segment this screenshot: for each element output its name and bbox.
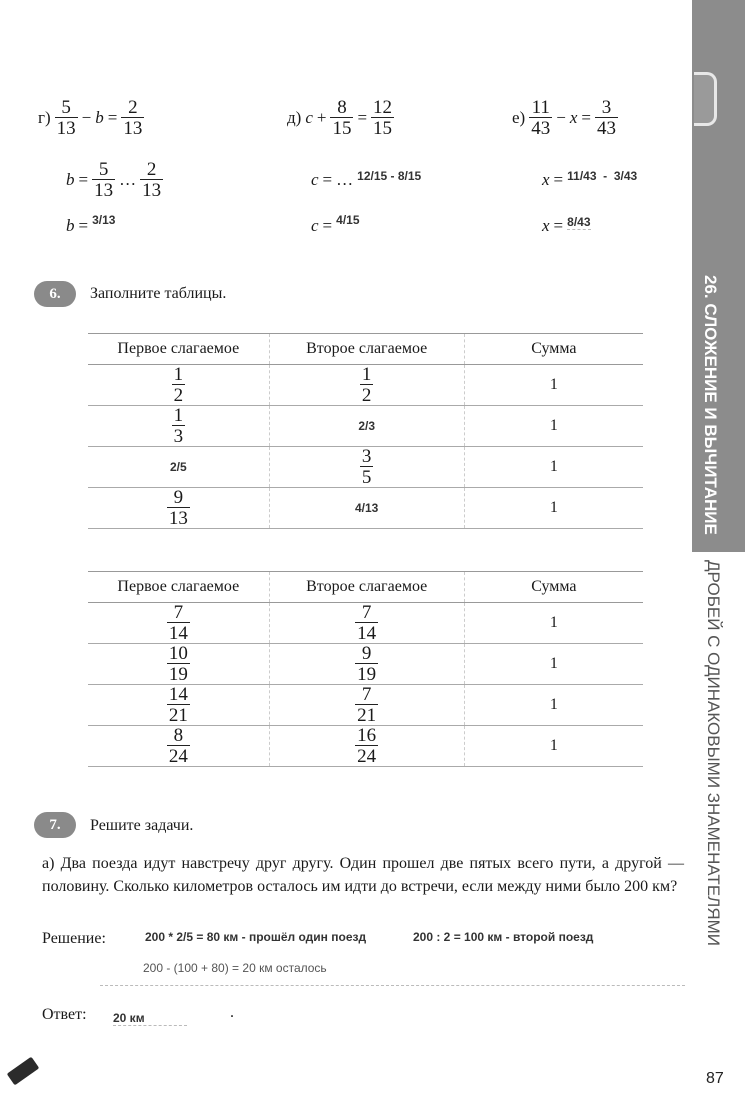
solution-line-1b[interactable]: 200 : 2 = 100 км - второй поезд	[413, 930, 594, 944]
task-6-badge: 6.	[34, 281, 76, 307]
task-6-title: Заполните таблицы.	[90, 285, 227, 302]
cell-second-addend[interactable]	[269, 685, 464, 726]
blank-dots[interactable]: …	[119, 170, 137, 189]
table-header-row	[88, 572, 643, 603]
fraction: $\frac{3}{5}$	[361, 446, 372, 488]
cell-first-addend[interactable]	[88, 603, 269, 644]
cell-second-addend[interactable]	[269, 644, 464, 685]
solution-label: Решение:	[42, 930, 106, 947]
cell-second-addend[interactable]	[269, 726, 464, 767]
equation-label: е)	[512, 108, 526, 127]
header-second-addend: Второе слагаемое	[269, 572, 464, 603]
fraction: $\frac{7}{14}$	[357, 602, 377, 644]
cell-sum: 1	[464, 365, 643, 406]
fraction: $\frac{9}{19}$	[357, 643, 377, 685]
fraction: $\frac{1}{2}$	[173, 364, 184, 406]
cell-sum: 1	[464, 644, 643, 685]
equation-e-step2: x = 8/43	[542, 214, 591, 235]
fraction: $\frac{11}{43}$	[531, 97, 551, 139]
fraction: $\frac{7}{21}$	[357, 684, 377, 726]
fraction: $\frac{9}{13}$	[168, 487, 188, 529]
problem-text: а) Два поезда идут навстречу друг другу. Один прошел две пятых всего пути, а другой — половину. Сколько километров осталось им идти до встречи, если между ними было 200 км?	[42, 855, 684, 895]
addends-table-1	[88, 333, 643, 529]
solution-line-1a[interactable]: 200 * 2/5 = 80 км - прошёл один поезд	[145, 930, 367, 944]
task-7-title: Решите задачи.	[90, 817, 194, 834]
cell-second-addend[interactable]	[269, 488, 464, 529]
handwritten-answer[interactable]: 12/15 - 8/15	[357, 169, 422, 183]
answer-value[interactable]: 20 км	[113, 1011, 187, 1026]
fraction: $\frac{14}{21}$	[168, 684, 188, 726]
equation-d-step1: c = … 12/15 - 8/15	[311, 169, 422, 189]
fraction: $\frac{8}{15}$	[332, 97, 352, 139]
chapter-title-bold: 26. СЛОЖЕНИЕ И ВЫЧИТАНИЕ	[701, 275, 720, 535]
cell-first-addend[interactable]	[88, 685, 269, 726]
chapter-title-rest: ДРОБЕЙ С ОДИНАКОВЫМИ ЗНАМЕНАТЕЛЯМИ	[704, 560, 723, 946]
fraction: $\frac{1}{3}$	[173, 405, 184, 447]
cell-second-addend[interactable]	[269, 406, 464, 447]
table-row	[88, 644, 643, 685]
cell-sum: 1	[464, 603, 643, 644]
addends-table-2	[88, 571, 643, 767]
cell-first-addend[interactable]	[88, 447, 269, 488]
answer-period: .	[230, 1004, 234, 1021]
table-row	[88, 447, 643, 488]
cell-second-addend[interactable]	[269, 603, 464, 644]
header-sum: Сумма	[464, 572, 643, 603]
solution-blank-line	[100, 985, 685, 986]
fraction: $\frac{16}{24}$	[357, 725, 377, 767]
fraction: $\frac{10}{19}$	[168, 643, 188, 685]
equation-label: г)	[38, 108, 51, 127]
cell-sum: 1	[464, 685, 643, 726]
cell-sum: 1	[464, 726, 643, 767]
handwritten-answer[interactable]: 4/15	[336, 213, 360, 227]
table-row	[88, 603, 643, 644]
handwritten-answer[interactable]: 11/43 - 3/43	[567, 169, 638, 183]
equation-g-problem: г) $\frac{5}{13}$ − b = $\frac{2}{13}$	[38, 97, 143, 139]
bookmark-hook-icon	[694, 72, 717, 126]
handwritten-answer[interactable]: 3/13	[92, 213, 116, 227]
task-7-badge: 7.	[34, 812, 76, 838]
table-row	[88, 726, 643, 767]
table-row	[88, 365, 643, 406]
fraction: $\frac{12}{15}$	[373, 97, 393, 139]
publisher-logo-icon	[7, 1057, 40, 1086]
header-sum: Сумма	[464, 334, 643, 365]
header-first-addend: Первое слагаемое	[88, 572, 269, 603]
fraction: $\frac{8}{24}$	[168, 725, 188, 767]
equation-g-step1: b = $\frac{5}{13}$ … $\frac{2}{13}$	[66, 159, 162, 201]
blank-dots[interactable]: …	[336, 170, 354, 189]
cell-second-addend[interactable]	[269, 447, 464, 488]
equation-e-problem: е) $\frac{11}{43}$ − x = $\frac{3}{43}$	[512, 97, 616, 139]
cell-sum: 1	[464, 488, 643, 529]
table-row	[88, 685, 643, 726]
cell-sum: 1	[464, 447, 643, 488]
cell-sum: 1	[464, 406, 643, 447]
cell-first-addend[interactable]	[88, 406, 269, 447]
page-number: 87	[706, 1070, 724, 1087]
equation-label: д)	[287, 108, 302, 127]
fraction: $\frac{2}{13}$	[123, 97, 143, 139]
header-second-addend: Второе слагаемое	[269, 334, 464, 365]
cell-second-addend[interactable]	[269, 365, 464, 406]
fraction: $\frac{5}{13}$	[94, 159, 114, 201]
equation-d-step2: c = 4/15	[311, 213, 360, 235]
cell-first-addend[interactable]	[88, 726, 269, 767]
table-row	[88, 406, 643, 447]
handwritten-answer[interactable]: 2/5	[169, 460, 187, 474]
handwritten-answer[interactable]: 8/43	[567, 214, 591, 229]
table-row	[88, 488, 643, 529]
cell-first-addend[interactable]	[88, 488, 269, 529]
table-header-row	[88, 334, 643, 365]
cell-first-addend[interactable]	[88, 644, 269, 685]
answer-label: Ответ:	[42, 1006, 87, 1023]
fraction: $\frac{1}{2}$	[361, 364, 372, 406]
fraction: $\frac{5}{13}$	[56, 97, 76, 139]
fraction: $\frac{3}{43}$	[596, 97, 616, 139]
header-first-addend: Первое слагаемое	[88, 334, 269, 365]
solution-line-2[interactable]: 200 - (100 + 80) = 20 км осталось	[143, 961, 327, 975]
fraction: $\frac{2}{13}$	[142, 159, 162, 201]
fraction: $\frac{7}{14}$	[168, 602, 188, 644]
handwritten-answer[interactable]: 4/13	[354, 501, 379, 515]
equation-d-problem: д) c + $\frac{8}{15}$ = $\frac{12}{15}$	[287, 97, 393, 139]
equation-g-step2: b = 3/13	[66, 213, 116, 235]
handwritten-answer[interactable]: 2/3	[358, 419, 376, 433]
cell-first-addend[interactable]	[88, 365, 269, 406]
equation-e-step1: x = 11/43 - 3/43	[542, 169, 638, 189]
